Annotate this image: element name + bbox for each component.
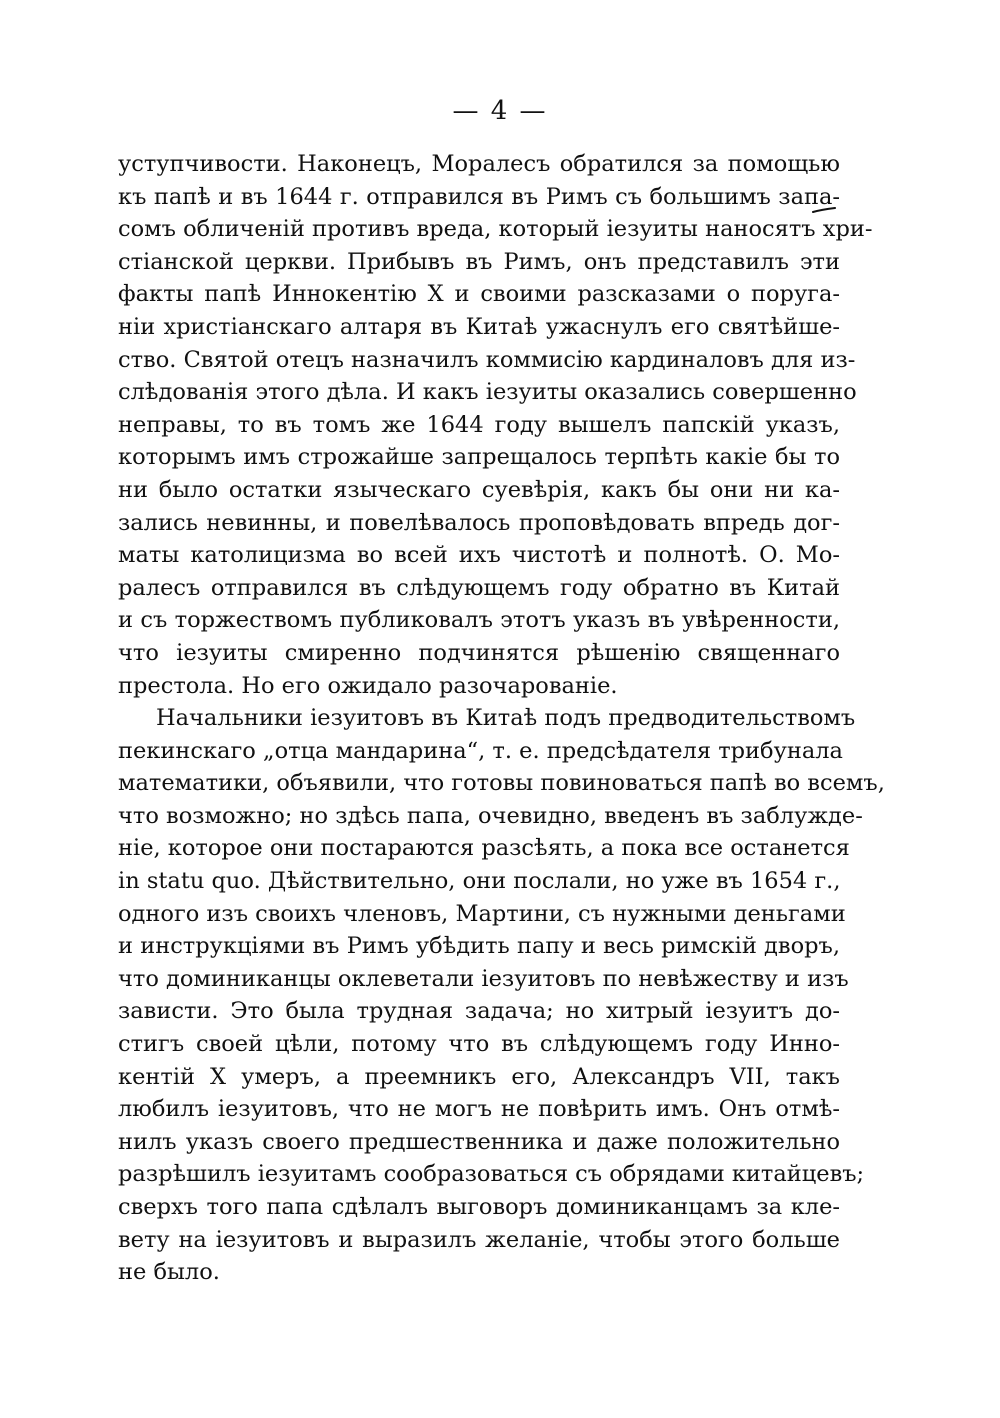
text-line: вету на іезуитовъ и выразилъ желаніе, чтобы этого больше: [118, 1226, 840, 1253]
text-line: маты католицизма во всей ихъ чистотѣ и полнотѣ. О. Мо-: [118, 542, 840, 569]
text-line: математики, объявили, что готовы повиноваться папѣ во всемъ,: [118, 770, 885, 797]
text-line: ство. Святой отецъ назначилъ коммисію кардиналовъ для из-: [118, 346, 856, 373]
text-line: пекинскаго „отца мандарина“, т. е. предсѣдателя трибунала: [118, 737, 843, 764]
text-line: слѣдованія этого дѣла. И какъ іезуиты оказались совершенно: [118, 379, 857, 406]
text-line: зависти. Это была трудная задача; но хитрый іезуитъ до-: [118, 998, 840, 1025]
text-line: и съ торжествомъ публиковалъ этотъ указъ въ увѣренности,: [118, 607, 840, 634]
text-line: разрѣшилъ іезуитамъ сообразоваться съ обрядами китайцевъ;: [118, 1161, 865, 1188]
text-line: одного изъ своихъ членовъ, Мартини, съ нужными деньгами: [118, 900, 846, 927]
text-line: что возможно; но здѣсь папа, очевидно, введенъ въ заблужде-: [118, 802, 863, 829]
text-line: in statu quo. Дѣйствительно, они послали, но уже въ 1654 г.,: [118, 868, 841, 895]
text-line: стіанской церкви. Прибывъ въ Римъ, онъ представилъ эти: [118, 248, 840, 275]
text-line: неправы, то въ томъ же 1644 году вышелъ папскій указъ,: [118, 411, 840, 438]
text-line: ралесъ отправился въ слѣдующемъ году обратно въ Китай: [118, 574, 840, 601]
text-line: сомъ обличеній противъ вреда, который іезуиты наносятъ хри-: [118, 216, 873, 243]
text-line: которымъ имъ строжайше запрещалось терпѣть какіе бы то: [118, 444, 840, 471]
text-line: престола. Но его ожидало разочарованіе.: [118, 672, 618, 699]
text-line: ни было остатки языческаго суевѣрія, какъ бы они ни ка-: [118, 476, 840, 503]
text-line: зались невинны, и повелѣвалось проповѣдовать впредь дог-: [118, 509, 840, 536]
page-number: — 4 —: [452, 96, 548, 126]
text-line: и инструкціями въ Римъ убѣдить папу и весь римскій дворъ,: [118, 933, 840, 960]
text-line: сверхъ того папа сдѣлалъ выговоръ доминиканцамъ за кле-: [118, 1194, 840, 1220]
text-line: къ папѣ и въ 1644 г. отправился въ Римъ съ большимъ запа-: [118, 183, 840, 210]
text-line: нилъ указъ своего предшественника и даже положительно: [118, 1128, 840, 1155]
body-text: [118, 148, 885, 1289]
text-line: кентій X умеръ, а преемникъ его, Александръ VII, такъ: [118, 1063, 840, 1090]
text-line: что доминиканцы оклеветали іезуитовъ по невѣжеству и изъ: [118, 965, 849, 992]
text-line: стигъ своей цѣли, потому что въ слѣдующемъ году Инно-: [118, 1031, 840, 1058]
text-line: что іезуиты смиренно подчинятся рѣшенію священнаго: [118, 639, 840, 666]
text-line: ніи христіанскаго алтаря въ Китаѣ ужаснулъ его святѣйше-: [118, 313, 840, 340]
text-line: любилъ іезуитовъ, что не могъ не повѣрить имъ. Онъ отмѣ-: [118, 1096, 840, 1123]
text-line: ніе, которое они постараются разсѣять, а пока все останется: [118, 835, 850, 862]
text-line: уступчивости. Наконецъ, Моралесъ обратился за помощью: [118, 151, 840, 177]
text-line: не было.: [118, 1259, 220, 1286]
text-line: факты папѣ Иннокентію X и своими разсказами о поруга-: [118, 281, 840, 308]
text-line: Начальники іезуитовъ въ Китаѣ подъ предводительствомъ: [156, 705, 856, 732]
